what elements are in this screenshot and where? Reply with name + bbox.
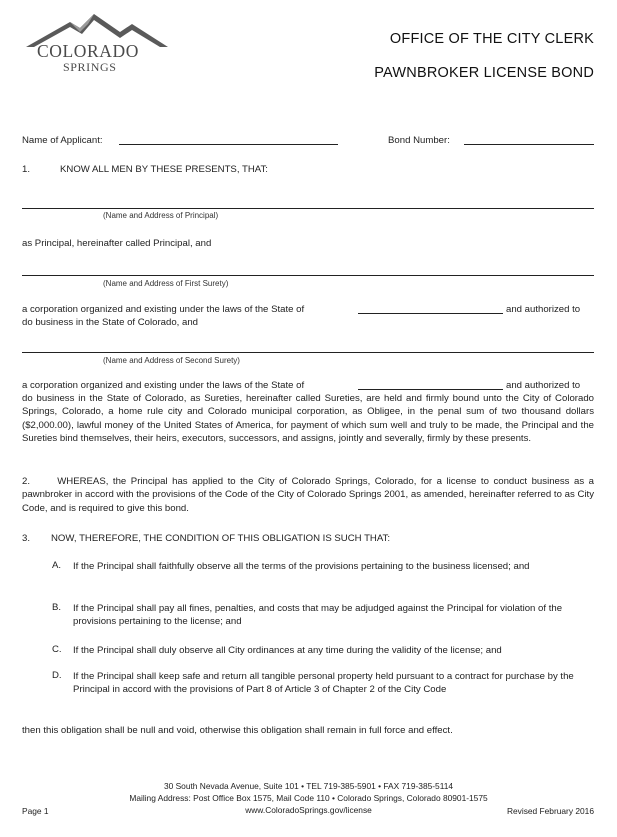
condition-d-text: If the Principal shall keep safe and return all tangible personal property held pursuant to a contract for purchase by the Principal in accord with the provisions of Part 8 of Article 3 of Chapter 2 of the City Code bbox=[73, 671, 574, 696]
second-surety-caption: (Name and Address of Second Surety) bbox=[103, 356, 240, 365]
bond-number-label: Bond Number: bbox=[388, 135, 450, 146]
state-2-field[interactable] bbox=[358, 389, 503, 390]
bond-number-field[interactable] bbox=[464, 144, 594, 145]
page-number: Page 1 bbox=[22, 806, 49, 816]
sureties-paragraph: do business in the State of Colorado, as Sureties, hereinafter called Sureties, are held and firmly bound unto the City of Colorado Springs, Colorado, a home rule city and Colorado municipal corporation, as Obligee, in the penal sum of two thousand dollars ($2,000.00), lawful money of the United States of America, for payment of which sum well and truly to be made, the Principal and the Sureties bind themselves, their heirs, executors, successors, and assigns, jointly and severally, firmly by these presents. bbox=[22, 393, 594, 445]
condition-c-text: If the Principal shall duly observe all City ordinances at any time during the validity of the license; and bbox=[73, 645, 502, 656]
applicant-name-field[interactable] bbox=[119, 144, 338, 145]
revision-date: Revised February 2016 bbox=[506, 806, 594, 816]
condition-a-text: If the Principal shall faithfully observe all the terms of the provisions pertaining to the business licensed; and bbox=[73, 561, 530, 572]
first-surety-field[interactable] bbox=[22, 275, 594, 276]
first-surety-caption: (Name and Address of First Surety) bbox=[103, 279, 229, 288]
footer-address: 30 South Nevada Avenue, Suite 101 • TEL 719-385-5901 • FAX 719-385-5114 bbox=[163, 781, 454, 791]
corporation-1-text-b: and authorized to bbox=[506, 304, 581, 315]
section-3-heading: NOW, THEREFORE, THE CONDITION OF THIS OBLIGATION IS SUCH THAT: bbox=[51, 533, 391, 544]
as-principal-text: as Principal, hereinafter called Principal, and bbox=[22, 238, 212, 249]
corporation-1-text-c: do business in the State of Colorado, and bbox=[22, 317, 199, 328]
corporation-1-text bbox=[22, 303, 304, 316]
principal-caption: (Name and Address of Principal) bbox=[103, 211, 219, 220]
condition-a-label: A. bbox=[52, 560, 62, 571]
principal-name-address-field[interactable] bbox=[22, 208, 594, 209]
logo-text-colorado: COLORADO bbox=[37, 41, 140, 61]
corporation-1-text-a: a corporation organized and existing under the laws of the State of bbox=[22, 304, 305, 315]
condition-d-label: D. bbox=[52, 670, 62, 681]
applicant-label: Name of Applicant: bbox=[22, 135, 103, 146]
condition-b-text: If the Principal shall pay all fines, penalties, and costs that may be adjudged against the Principal for violation of the provisions pertaining to the license; and bbox=[73, 603, 563, 628]
form-title: PAWNBROKER LICENSE BOND bbox=[374, 65, 594, 81]
corporation-2-text-b: and authorized to bbox=[506, 380, 581, 391]
footer-mailing-address: Mailing Address: Post Office Box 1575, Mail Code 110 • Colorado Springs, Colorado 80901-1575 bbox=[129, 793, 488, 803]
footer-website-link[interactable]: www.ColoradoSprings.gov/license bbox=[245, 805, 372, 815]
section-2-paragraph: 2. WHEREAS, the Principal has applied to the City of Colorado Springs, Colorado, for a license to conduct business as a pawnbroker in accord with the provisions of the Code of the City of Colorado Springs 2001, as amended, hereinafter referred to as City Code, and is required to give this bond. bbox=[22, 476, 594, 514]
condition-b-label: B. bbox=[52, 602, 62, 613]
corporation-2-text-a: a corporation organized and existing under the laws of the State of bbox=[22, 380, 305, 391]
office-heading: OFFICE OF THE CITY CLERK bbox=[389, 31, 594, 47]
section-1-number: 1. bbox=[22, 164, 31, 175]
city-logo bbox=[22, 10, 172, 78]
condition-c-label: C. bbox=[52, 644, 62, 655]
closing-text: then this obligation shall be null and void, otherwise this obligation shall remain in full force and effect. bbox=[22, 725, 453, 736]
logo-text-springs: SPRINGS bbox=[63, 60, 117, 74]
state-1-field[interactable] bbox=[358, 313, 503, 314]
second-surety-field[interactable] bbox=[22, 352, 594, 353]
section-1-heading: KNOW ALL MEN BY THESE PRESENTS, THAT: bbox=[60, 164, 268, 175]
section-3-number: 3. bbox=[22, 533, 31, 544]
